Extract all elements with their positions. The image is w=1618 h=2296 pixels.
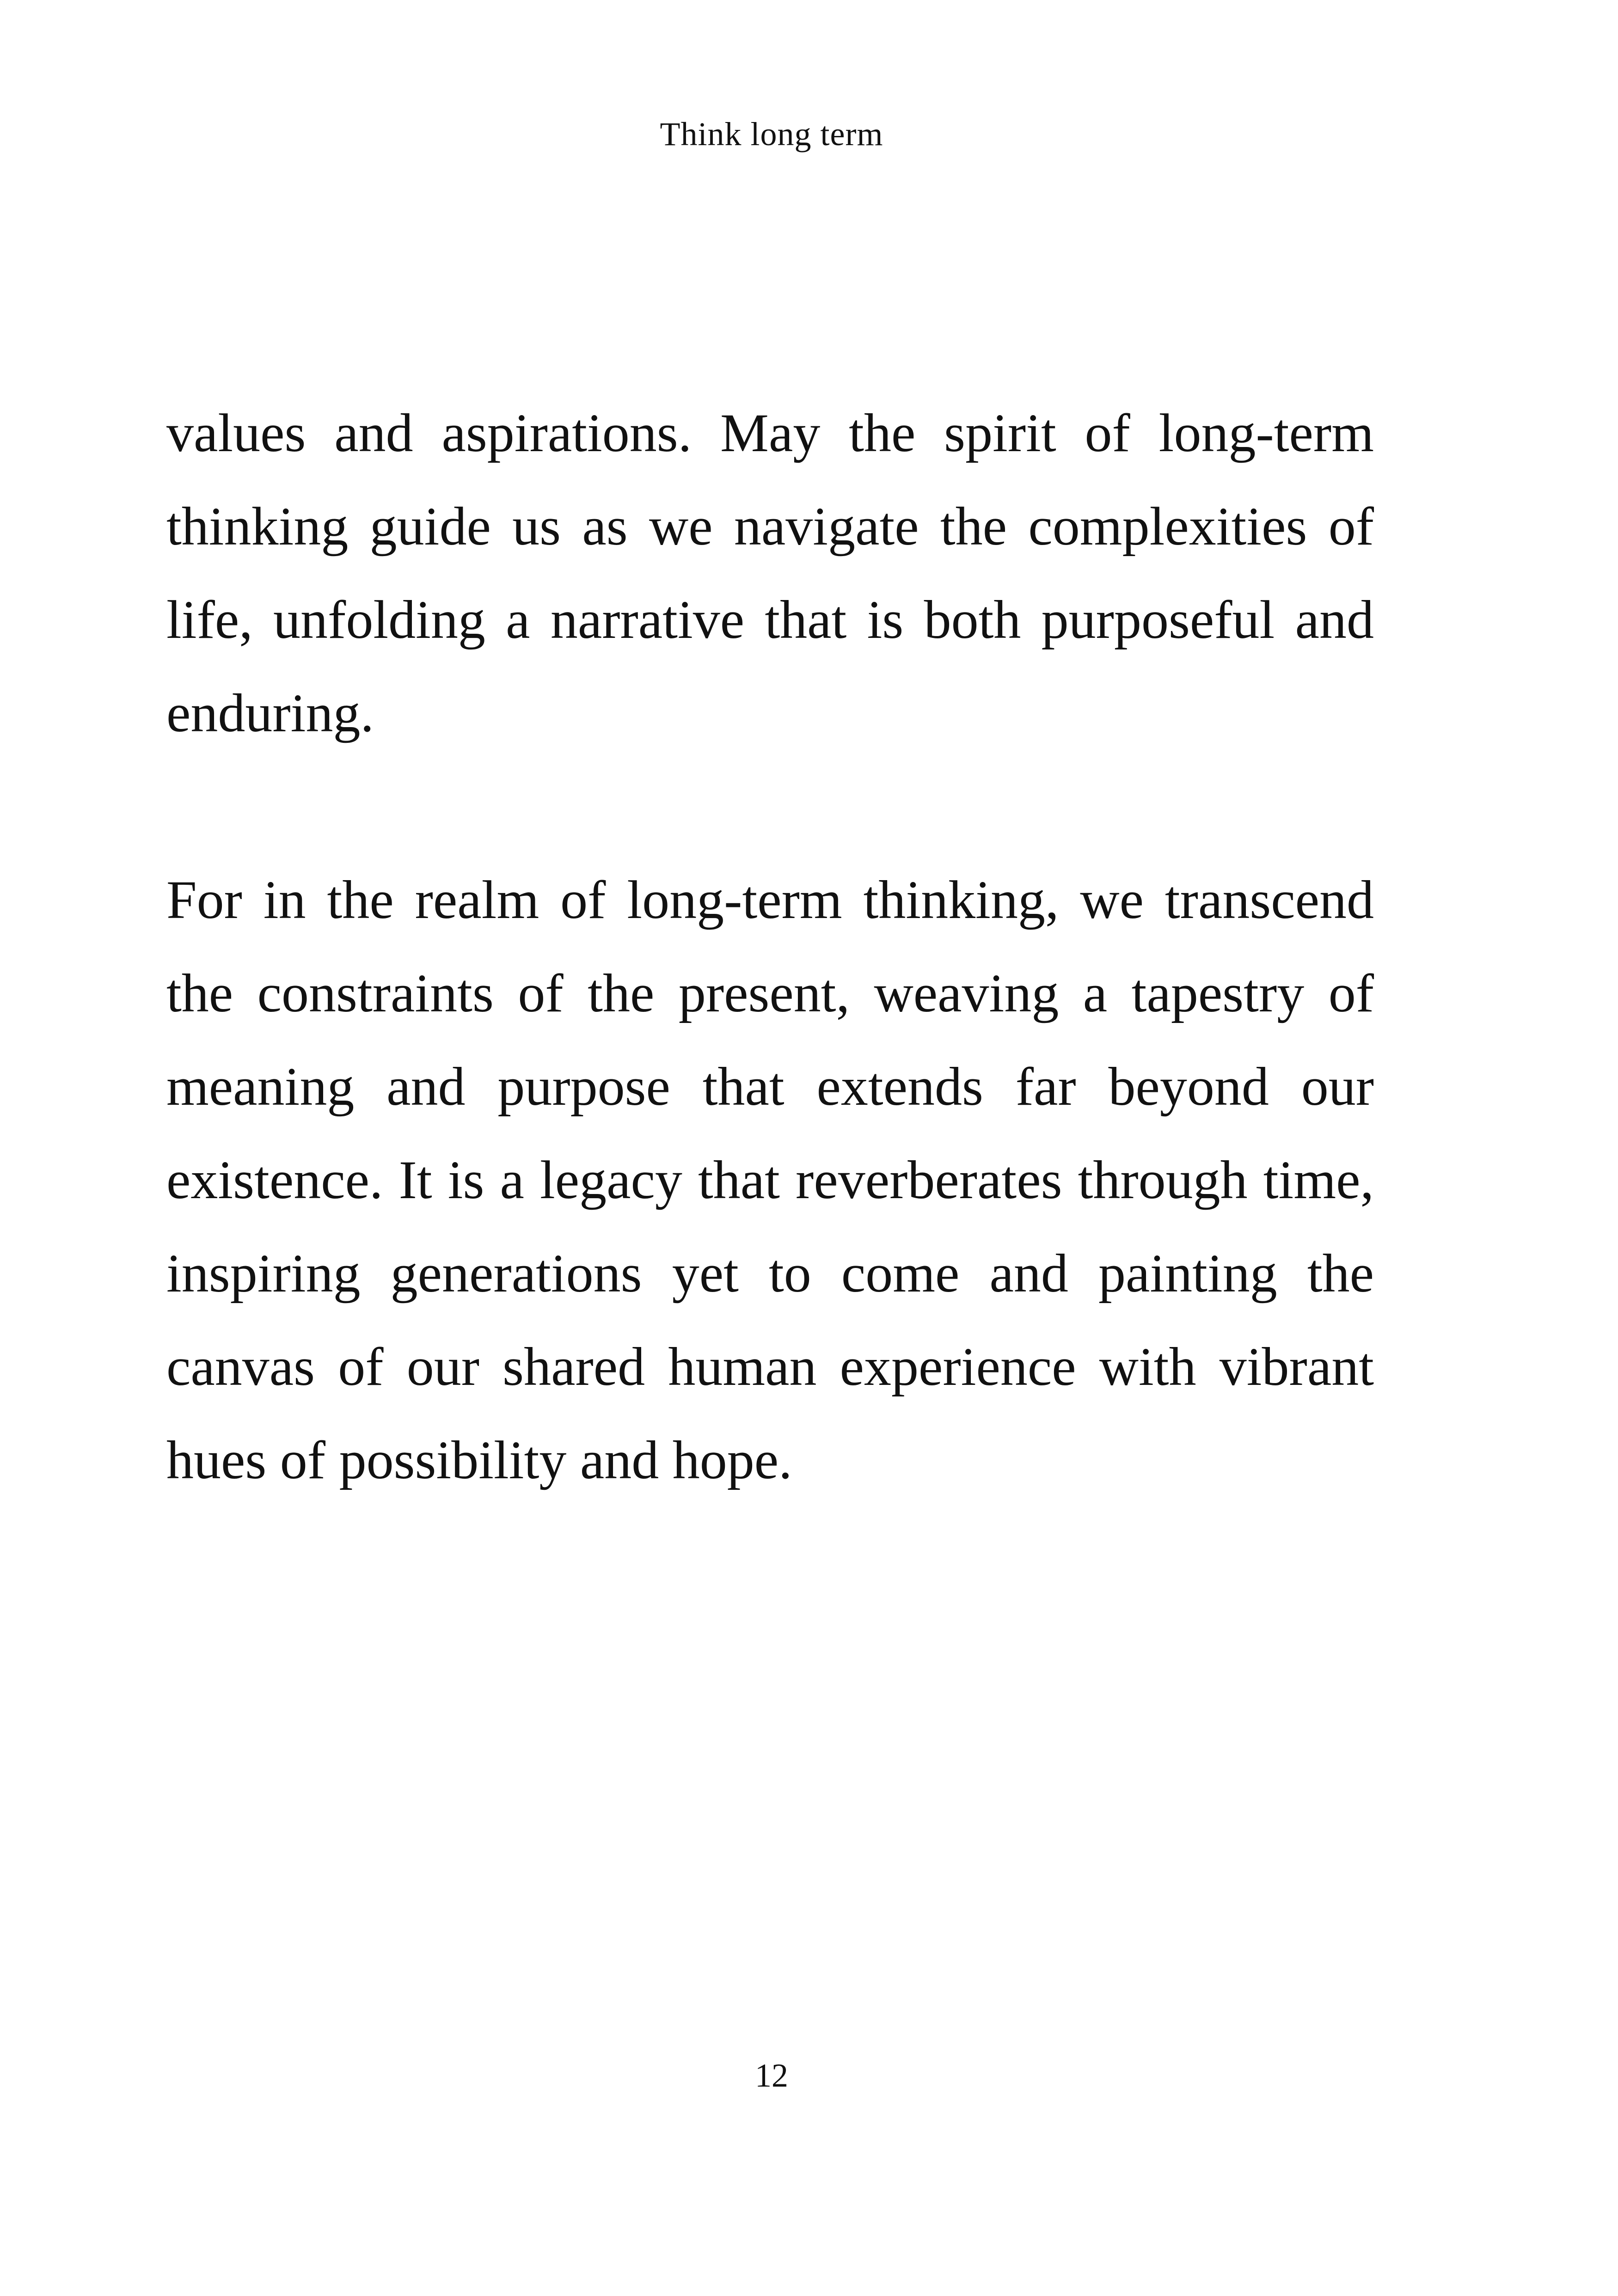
paragraph: For in the realm of long-term thinking, we transcend the constraints of the present, weaving a tapestry of meaning and purpose that extends far beyond our existence. It is a legacy that reverberates through time, inspiring generations yet to come and painting the canvas of our shared human experience with vibrant hues of possibility and hope. <box>166 869 1374 1490</box>
running-header-title: Think long term <box>660 116 883 153</box>
body-text <box>166 386 1374 1507</box>
page-number: 12 <box>755 2057 788 2094</box>
paragraph: values and aspirations. May the spirit of long-term thinking guide us as we navigate the complexities of life, unfolding a narrative that is both purposeful and enduring. <box>166 403 1374 743</box>
